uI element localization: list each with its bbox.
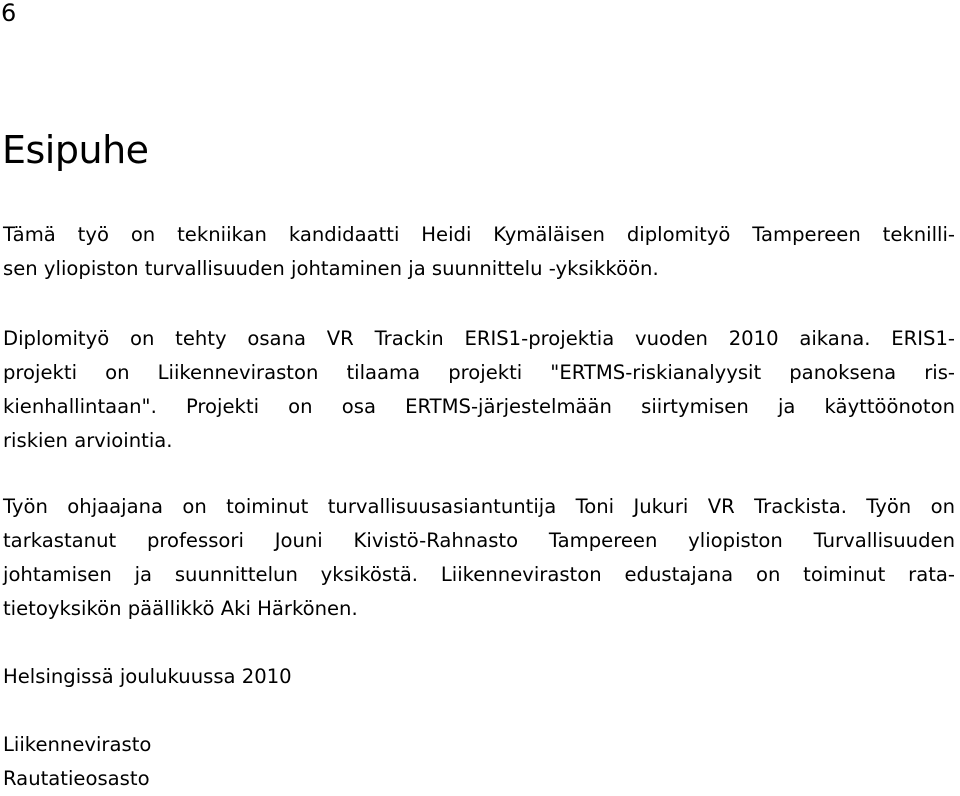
signature-department: Rautatieosasto xyxy=(3,767,150,790)
text-line: riskien arviointia. xyxy=(3,429,173,452)
text-line: Tämä työ on tekniikan kandidaatti Heidi Kymäläisen diplomityö Tampereen teknilli- xyxy=(3,223,955,246)
paragraph-intro xyxy=(3,218,955,286)
text-line: projekti on Liikenneviraston tilaama projekti "ERTMS-riskianalyysit panoksena ris- xyxy=(3,361,955,384)
text-line: Diplomityö on tehty osana VR Trackin ERIS1-projektia vuoden 2010 aikana. ERIS1- xyxy=(3,327,955,350)
text-line: johtamisen ja suunnittelun yksiköstä. Liikenneviraston edustajana on toiminut rata- xyxy=(3,563,955,586)
text-line: tarkastanut professori Jouni Kivistö-Rahnasto Tampereen yliopiston Turvallisuuden xyxy=(3,529,955,552)
paragraph-project xyxy=(3,322,955,458)
text-line: Työn ohjaajana on toiminut turvallisuusasiantuntija Toni Jukuri VR Trackista. Työn on xyxy=(3,495,955,518)
text-line: sen yliopiston turvallisuuden johtaminen ja suunnittelu -yksikköön. xyxy=(3,257,659,280)
paragraph-supervision xyxy=(3,490,955,626)
text-line: tietoyksikön päällikkö Aki Härkönen. xyxy=(3,597,358,620)
signature-organization: Liikennevirasto xyxy=(3,733,152,756)
page-number: 6 xyxy=(1,0,17,27)
text-line: kienhallintaan". Projekti on osa ERTMS-järjestelmään siirtymisen ja käyttöönoton xyxy=(3,395,955,418)
page-title: Esipuhe xyxy=(2,128,149,172)
place-and-date: Helsingissä joulukuussa 2010 xyxy=(3,665,292,688)
